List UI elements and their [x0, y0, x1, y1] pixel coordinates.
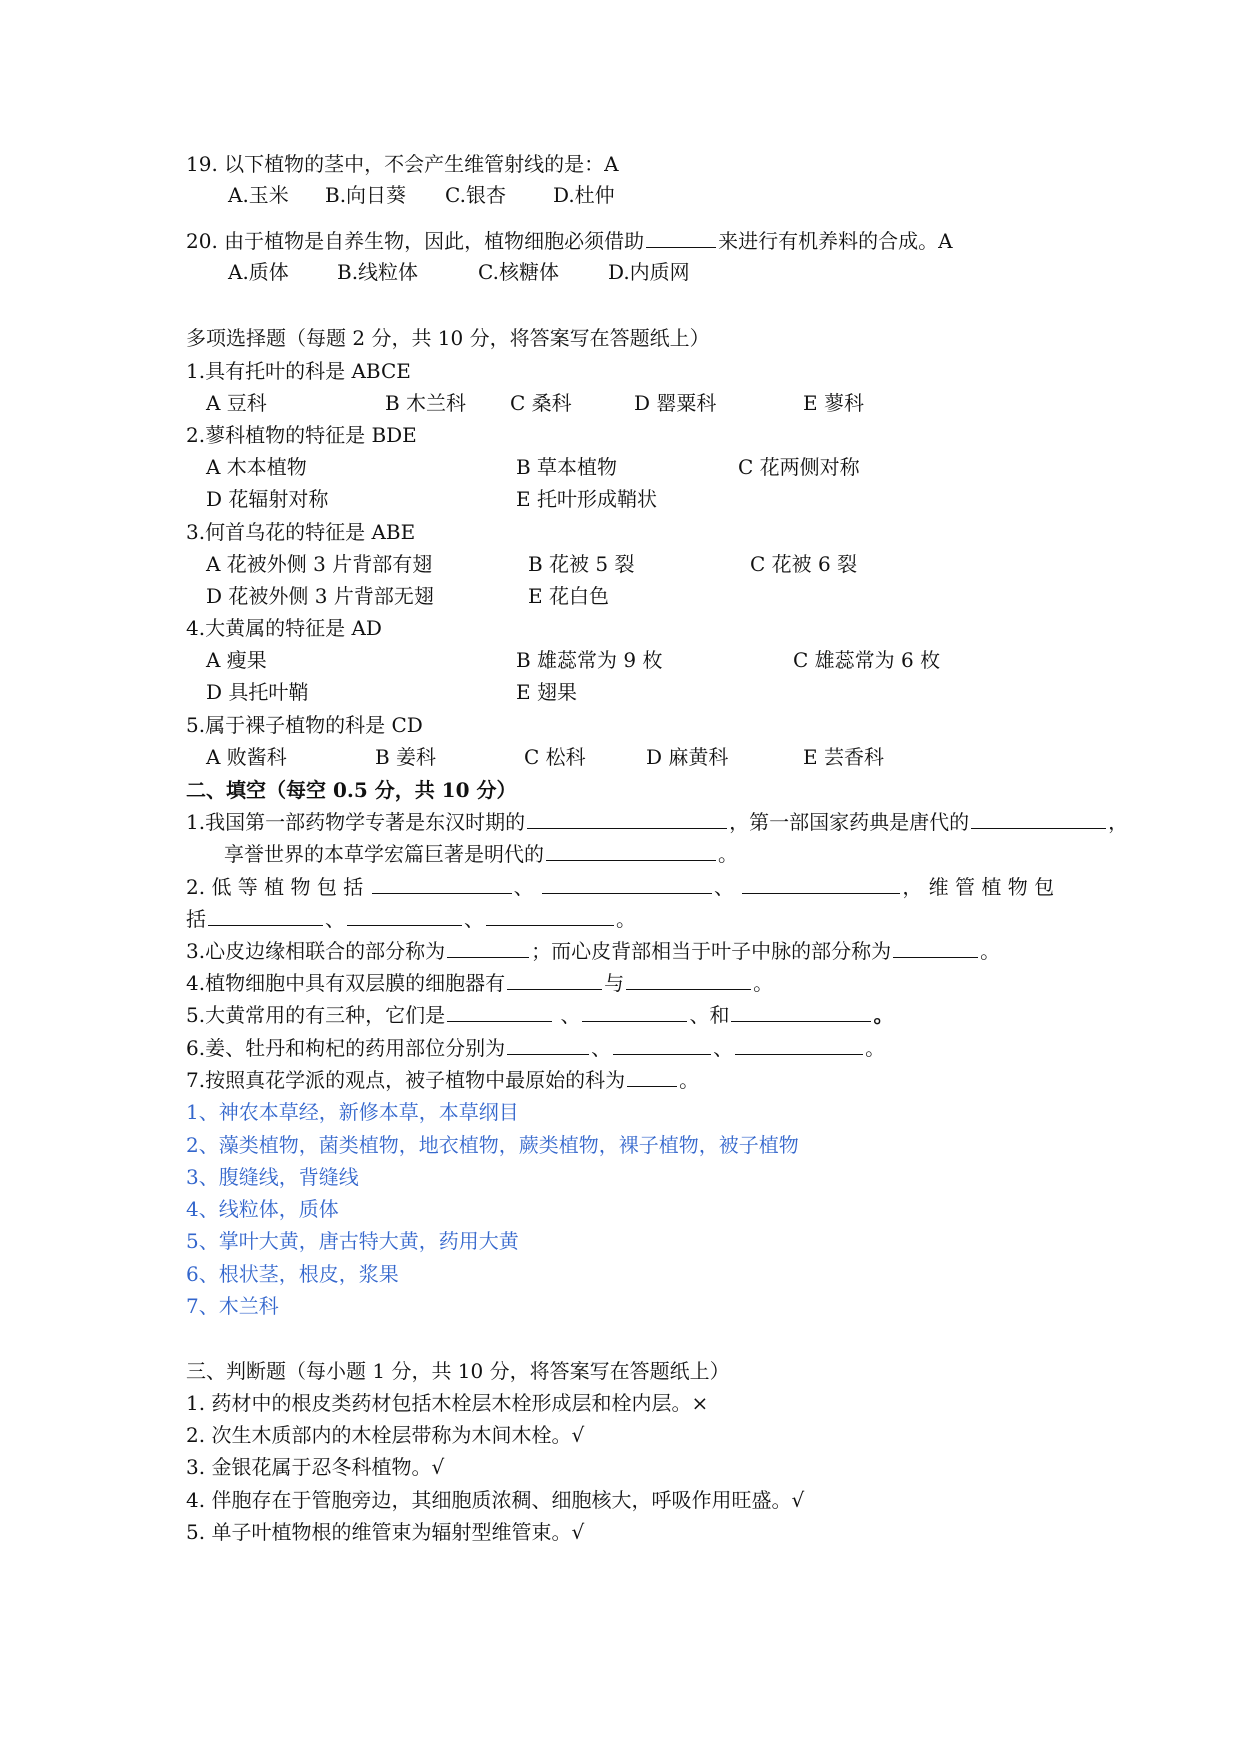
multi-q4-option-c: C 雄蕊常为 6 枚: [793, 648, 941, 672]
judge-item-5: 5. 单子叶植物根的维管束为辐射型维管束。√: [186, 1520, 585, 1544]
multi-q2-option-b: B 草本植物: [516, 455, 618, 479]
multi-q2-option-d: D 花辐射对称: [206, 487, 329, 511]
fill-q7-text-b: 。: [679, 1068, 700, 1092]
q20-stem-end: 来进行有机养料的合成。A: [718, 229, 953, 253]
judge-item-3: 3. 金银花属于忍冬科植物。√: [186, 1455, 445, 1479]
multi-q2-option-a: A 木本植物: [206, 455, 307, 479]
fill-q2-blank-2: [542, 873, 712, 894]
fill-q2-blank-4: [208, 905, 323, 926]
fill-answer-6: 6、根状茎，根皮，浆果: [186, 1262, 399, 1286]
multi-q4-option-d: D 具托叶鞘: [206, 680, 309, 704]
fill-answer-4: 4、线粒体，质体: [186, 1197, 339, 1221]
fill-answer-1: 1、神农本草经，新修本草，本草纲目: [186, 1100, 519, 1124]
fill-q2-blank-1: [372, 873, 512, 894]
fill-q2-blank-6: [486, 905, 614, 926]
fill-q4-blank-2: [626, 969, 751, 990]
multi-q5-option-e: E 芸香科: [803, 745, 884, 769]
fill-q2-sep-3: 、: [325, 907, 345, 931]
fill-q7-blank-1: [627, 1066, 677, 1087]
fill-q6-text-c: 、: [713, 1036, 734, 1060]
fill-q2-text-c: 括: [186, 907, 206, 931]
fill-q2-sep-2: 、: [713, 875, 734, 899]
multi-q5-option-d: D 麻黄科: [646, 745, 729, 769]
fill-q1-text-c: ，: [1108, 810, 1129, 834]
fill-q3-text-a: 3.心皮边缘相联合的部分称为: [186, 939, 446, 963]
q20-blank: [646, 227, 716, 248]
fill-answer-3: 3、腹缝线，背缝线: [186, 1165, 359, 1189]
multi-q3-option-a: A 花被外侧 3 片背部有翅: [206, 552, 433, 576]
multi-q2-option-c: C 花两侧对称: [738, 455, 860, 479]
fill-q3-text-b: ；而心皮背部相当于叶子中脉的部分称为: [531, 939, 892, 963]
fill-q1-text-e: 。: [718, 842, 738, 866]
q19-stem: 19. 以下植物的茎中，不会产生维管射线的是：A: [186, 152, 619, 176]
q20-option-d: D.内质网: [608, 260, 690, 284]
fill-q1-blank-2: [971, 808, 1106, 829]
fill-q4-text-c: 。: [753, 971, 774, 995]
multi-q1-option-e: E 蓼科: [803, 391, 864, 415]
fill-q3-blank-2: [893, 937, 978, 958]
fill-q2-text-d: 。: [616, 907, 636, 931]
fill-q6-blank-3: [735, 1034, 863, 1055]
fill-q4-text-a: 4.植物细胞中具有双层膜的细胞器有: [186, 971, 506, 995]
multi-q3-option-d: D 花被外侧 3 片背部无翅: [206, 584, 434, 608]
fill-q5-text-d: 。: [873, 1003, 894, 1027]
fill-q2-text-b: ， 维 管 植 物 包: [902, 875, 1055, 899]
multi-q4-option-e: E 翅果: [516, 680, 577, 704]
fill-answer-2: 2、藻类植物，菌类植物，地衣植物，蕨类植物，裸子植物，被子植物: [186, 1133, 799, 1157]
fill-q7: [186, 1066, 699, 1094]
multi-q5-option-a: A 败酱科: [206, 745, 287, 769]
fill-q6-text-a: 6.姜、牡丹和枸杞的药用部位分别为: [186, 1036, 506, 1060]
multi-q2-stem: 2.蓼科植物的特征是 BDE: [186, 423, 417, 447]
fill-q2-line1: [186, 873, 1054, 901]
q19-option-a: A.玉米: [228, 183, 289, 207]
multi-q2-option-e: E 托叶形成鞘状: [516, 487, 657, 511]
fill-q1-blank-3: [546, 840, 716, 861]
multi-choice-header: 多项选择题（每题 2 分，共 10 分，将答案写在答题纸上）: [186, 326, 710, 350]
fill-section-header: 二、填空（每空 0.5 分，共 10 分）: [186, 778, 517, 802]
fill-q1-text-d: 享誉世界的本草学宏篇巨著是明代的: [224, 842, 544, 866]
fill-q4-blank-1: [507, 969, 602, 990]
q19-option-b: B.向日葵: [325, 183, 407, 207]
fill-q6-text-b: 、: [591, 1036, 612, 1060]
q20-option-b: B.线粒体: [337, 260, 419, 284]
fill-q2-blank-3: [742, 873, 900, 894]
fill-q5-blank-2: [582, 1001, 687, 1022]
multi-q3-option-c: C 花被 6 裂: [750, 552, 858, 576]
fill-q6-text-d: 。: [865, 1036, 886, 1060]
fill-q4-text-b: 与: [604, 971, 625, 995]
fill-q2-sep-4: 、: [464, 907, 484, 931]
q20-option-c: C.核糖体: [478, 260, 559, 284]
fill-q6-blank-2: [613, 1034, 711, 1055]
multi-q3-option-b: B 花被 5 裂: [528, 552, 635, 576]
fill-q1-line1: [186, 808, 1128, 836]
q20-stem-start: 20. 由于植物是自养生物，因此，植物细胞必须借助: [186, 229, 645, 253]
fill-q4: [186, 969, 773, 997]
multi-q3-option-e: E 花白色: [528, 584, 609, 608]
judge-item-4: 4. 伴胞存在于管胞旁边，其细胞质浓稠、细胞核大，呼吸作用旺盛。√: [186, 1488, 805, 1512]
q19-option-d: D.杜仲: [553, 183, 615, 207]
fill-q2-sep-1: 、: [513, 875, 534, 899]
multi-q4-option-b: B 雄蕊常为 9 枚: [516, 648, 663, 672]
fill-q1-text-a: 1.我国第一部药物学专著是东汉时期的: [186, 810, 526, 834]
fill-q1-text-b: ，第一部国家药典是唐代的: [729, 810, 970, 834]
multi-q1-option-b: B 木兰科: [385, 391, 467, 415]
judge-item-2: 2. 次生木质部内的木栓层带称为木间木栓。√: [186, 1423, 585, 1447]
fill-q7-text-a: 7.按照真花学派的观点，被子植物中最原始的科为: [186, 1068, 626, 1092]
fill-q2-text-a: 2. 低 等 植 物 包 括: [186, 875, 364, 899]
multi-q1-option-a: A 豆科: [206, 391, 267, 415]
fill-q2-line2: [186, 905, 636, 933]
q19-option-c: C.银杏: [445, 183, 506, 207]
fill-q2-blank-5: [347, 905, 462, 926]
multi-q5-option-c: C 松科: [524, 745, 586, 769]
multi-q3-stem: 3.何首乌花的特征是 ABE: [186, 520, 416, 544]
fill-answer-7: 7、木兰科: [186, 1294, 279, 1318]
fill-q6-blank-1: [507, 1034, 589, 1055]
multi-q5-stem: 5.属于裸子植物的科是 CD: [186, 713, 423, 737]
multi-q1-option-d: D 罂粟科: [634, 391, 717, 415]
fill-q3-blank-1: [447, 937, 529, 958]
fill-q5-text-b: 、: [554, 1003, 581, 1027]
multi-q4-option-a: A 瘦果: [206, 648, 267, 672]
multi-q5-option-b: B 姜科: [375, 745, 437, 769]
multi-q1-stem: 1.具有托叶的科是 ABCE: [186, 359, 411, 383]
fill-q5-text-a: 5.大黄常用的有三种，它们是: [186, 1003, 446, 1027]
fill-q3: [186, 937, 1000, 965]
fill-q5-blank-1: [447, 1001, 552, 1022]
multi-q4-stem: 4.大黄属的特征是 AD: [186, 616, 382, 640]
fill-q5-text-c: 、和: [689, 1003, 730, 1027]
judge-section-header: 三、判断题（每小题 1 分，共 10 分，将答案写在答题纸上）: [186, 1359, 730, 1383]
judge-item-1: 1. 药材中的根皮类药材包括木栓层木栓形成层和栓内层。×: [186, 1391, 709, 1415]
q20-option-a: A.质体: [228, 260, 289, 284]
multi-q1-option-c: C 桑科: [510, 391, 572, 415]
fill-q1-line2: [224, 840, 738, 868]
fill-q5-blank-3: [731, 1001, 871, 1022]
fill-q5: [186, 1001, 893, 1029]
fill-q6: [186, 1034, 885, 1062]
q20-stem: [186, 227, 953, 255]
fill-answer-5: 5、掌叶大黄，唐古特大黄，药用大黄: [186, 1229, 519, 1253]
fill-q1-blank-1: [527, 808, 727, 829]
fill-q3-text-c: 。: [980, 939, 1001, 963]
